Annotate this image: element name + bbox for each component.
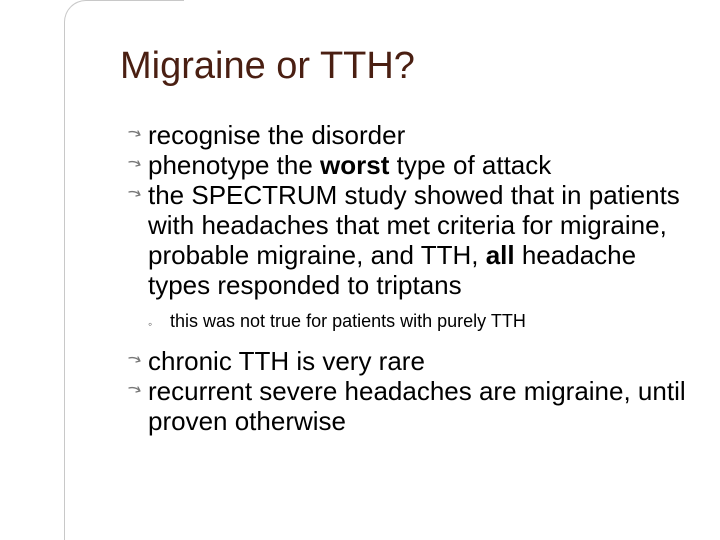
text-run: recurrent severe headaches are migraine, until proven otherwise <box>148 376 686 436</box>
bullet-item <box>128 120 698 150</box>
slide-content <box>128 120 698 436</box>
bullet-list <box>128 120 698 300</box>
bullet-text <box>148 346 698 376</box>
bold-text: all <box>485 240 515 270</box>
text-run: recognise the disorder <box>148 120 406 150</box>
text-run: headache types responded to triptans <box>148 240 637 300</box>
bullet-list <box>128 346 698 436</box>
text-run: type of attack <box>389 150 552 180</box>
slide-title: Migraine or TTH? <box>120 45 415 87</box>
swoosh-arrow-icon <box>128 189 143 201</box>
bullet-item <box>128 150 698 180</box>
bullet-text <box>148 180 698 300</box>
text-run: the SPECTRUM study showed that in patients with headaches that met criteria for migraine, probable migraine, and TTH, <box>148 180 680 270</box>
bullet-text <box>148 150 698 180</box>
bullet-item <box>128 346 698 376</box>
bullet-text <box>148 376 698 436</box>
bullet-item <box>128 376 698 436</box>
swoosh-arrow-icon <box>128 385 143 397</box>
text-run: phenotype the <box>148 150 321 180</box>
swoosh-arrow-icon <box>128 129 143 141</box>
ring-icon: ◦ <box>148 317 153 331</box>
bullet-item <box>128 180 698 300</box>
swoosh-arrow-icon <box>128 159 143 171</box>
text-run: chronic TTH is very rare <box>148 346 425 376</box>
bold-text: worst <box>320 150 390 180</box>
sub-bullet-text: this was not true for patients with purely TTH <box>170 311 526 331</box>
sub-bullet <box>148 310 698 332</box>
bullet-text <box>148 120 698 150</box>
swoosh-arrow-icon <box>128 355 143 367</box>
